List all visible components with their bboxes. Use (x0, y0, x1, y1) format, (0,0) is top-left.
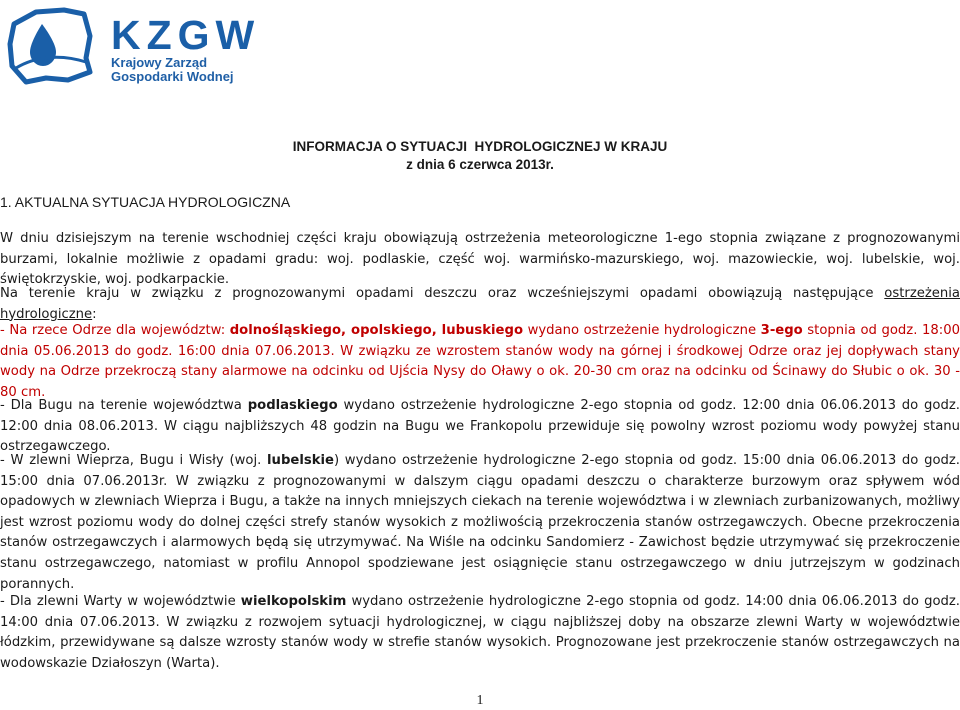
p2-underlined: ostrzeżenia hydrologiczne (0, 286, 960, 322)
paragraph-warta (0, 592, 960, 674)
p4-a: - Dla Bugu na terenie województwa (0, 398, 248, 413)
p3-b: dolnośląskiego, opolskiego, lubuskiego (229, 323, 523, 338)
p3-c: wydano ostrzeżenie hydrologiczne (523, 323, 761, 338)
p5-c: ) wydano ostrzeżenie hydrologiczne 2-ego stopnia od godz. 15:00 dnia 06.06.2013 do godz. 15:00 dnia 07.06.2013r. W związku z prognozowanymi w dalszym ciągu opadami deszczu o charakterze burzowym oraz spływem wód opadowych w zlewniach Wieprza i Bugu, a także na innych mniejszych ciekach na terenie województwa i w zlewniach zurbanizowanych, możliwy jest wzrost poziomu wody do dolnej części strefy stanów wysokich z możliwością przekroczenia stanów ostrzegawczych. Obecne przekroczenia stanów ostrzegawczych i alarmowych będą się utrzymywać. Na Wiśle na odcinku Sandomierz - Zawichost będzie utrzymywać się przekroczenie stanu ostrzegawczego, natomiast w profilu Annopol spodziewane jest osiągnięcie stanu ostrzegawczego w dniu jutrzejszym w godzinach porannych. (0, 453, 960, 592)
paragraph-wieprz (0, 451, 960, 595)
paragraph-bug (0, 396, 960, 458)
p3-e: stopnia od godz. 18:00 dnia 05.06.2013 do godz. 16:00 dnia 07.06.2013. W związku ze wzrostem stanów wody na górnej i środkowej Odrze oraz jej dopływach stany wody na Odrze przekroczą stany alarmowe na odcinku od Ujścia Nysy do Oławy o ok. 20-30 cm oraz na odcinku od Ścinawy do Słubic o ok. 30 - 80 cm. (0, 323, 960, 400)
p3-d: 3-ego (760, 323, 803, 338)
p6-a: - Dla zlewni Warty w województwie (0, 594, 241, 609)
p3-a: - Na rzece Odrze dla województw: (0, 323, 230, 338)
p4-c: wydano ostrzeżenie hydrologiczne 2-ego stopnia od godz. 12:00 dnia 06.06.2013 do godz. 12:00 dnia 08.06.2013. W ciągu najbliższych 48 godzin na Bugu we Frankopolu przewiduje się powolny wzrost poziomu wody powyżej stanu ostrzegawczego. (0, 398, 960, 455)
p6-c: wydano ostrzeżenie hydrologiczne 2-ego stopnia od godz. 14:00 dnia 06.06.2013 do godz. 14:00 dnia 07.06.2013. W związku z rozwojem sytuacji hydrologicznej, w ciągu najbliższej doby na obszarze zlewni Warty w województwie łódzkim, przewidywane są dalsze wzrosty stanów wody w strefie stanów wysokich. Prognozowane jest przekroczenie stanów ostrzegawczych na wodowskazie Działoszyn (Warta). (0, 594, 960, 671)
logo-line-1: Krajowy Zarząd (111, 55, 208, 70)
p5-a: - W zlewni Wieprza, Bugu i Wisły (woj. (0, 453, 268, 468)
kzgw-logo (6, 6, 261, 86)
logo-line-2: Gospodarki Wodnej (111, 69, 234, 84)
paragraph-hydro-intro (0, 284, 960, 325)
p5-b: lubelskie (267, 453, 334, 468)
page-number: 1 (476, 693, 484, 708)
poland-map-droplet-icon (6, 6, 96, 86)
p6-b: wielkopolskim (240, 594, 347, 609)
logo-brand: KZGW (111, 12, 261, 58)
p2-tail: : (92, 306, 97, 322)
document-title: INFORMACJA O SYTUACJI HYDROLOGICZNEJ W KRAJU (292, 139, 668, 154)
p2-text: Na terenie kraju w związku z prognozowanymi opadami deszczu oraz wcześniejszymi opadami obowiązują następujące (0, 286, 885, 301)
section-title: 1. AKTUALNA SYTUACJA HYDROLOGICZNA (0, 194, 291, 210)
p4-b: podlaskiego (247, 398, 338, 413)
document-date: z dnia 6 czerwca 2013r. (406, 157, 554, 172)
paragraph-odra (0, 321, 960, 403)
paragraph-meteo-warnings: W dniu dzisiejszym na terenie wschodniej części kraju obowiązują ostrzeżenia meteorologiczne 1-ego stopnia związane z prognozowanymi burzami, lokalnie możliwie z opadami gradu: woj. podlaskie, część woj. warmińsko-mazurskiego, woj. mazowieckie, woj. lubelskie, woj. świętokrzyskie, woj. podkarpackie. (0, 231, 960, 288)
